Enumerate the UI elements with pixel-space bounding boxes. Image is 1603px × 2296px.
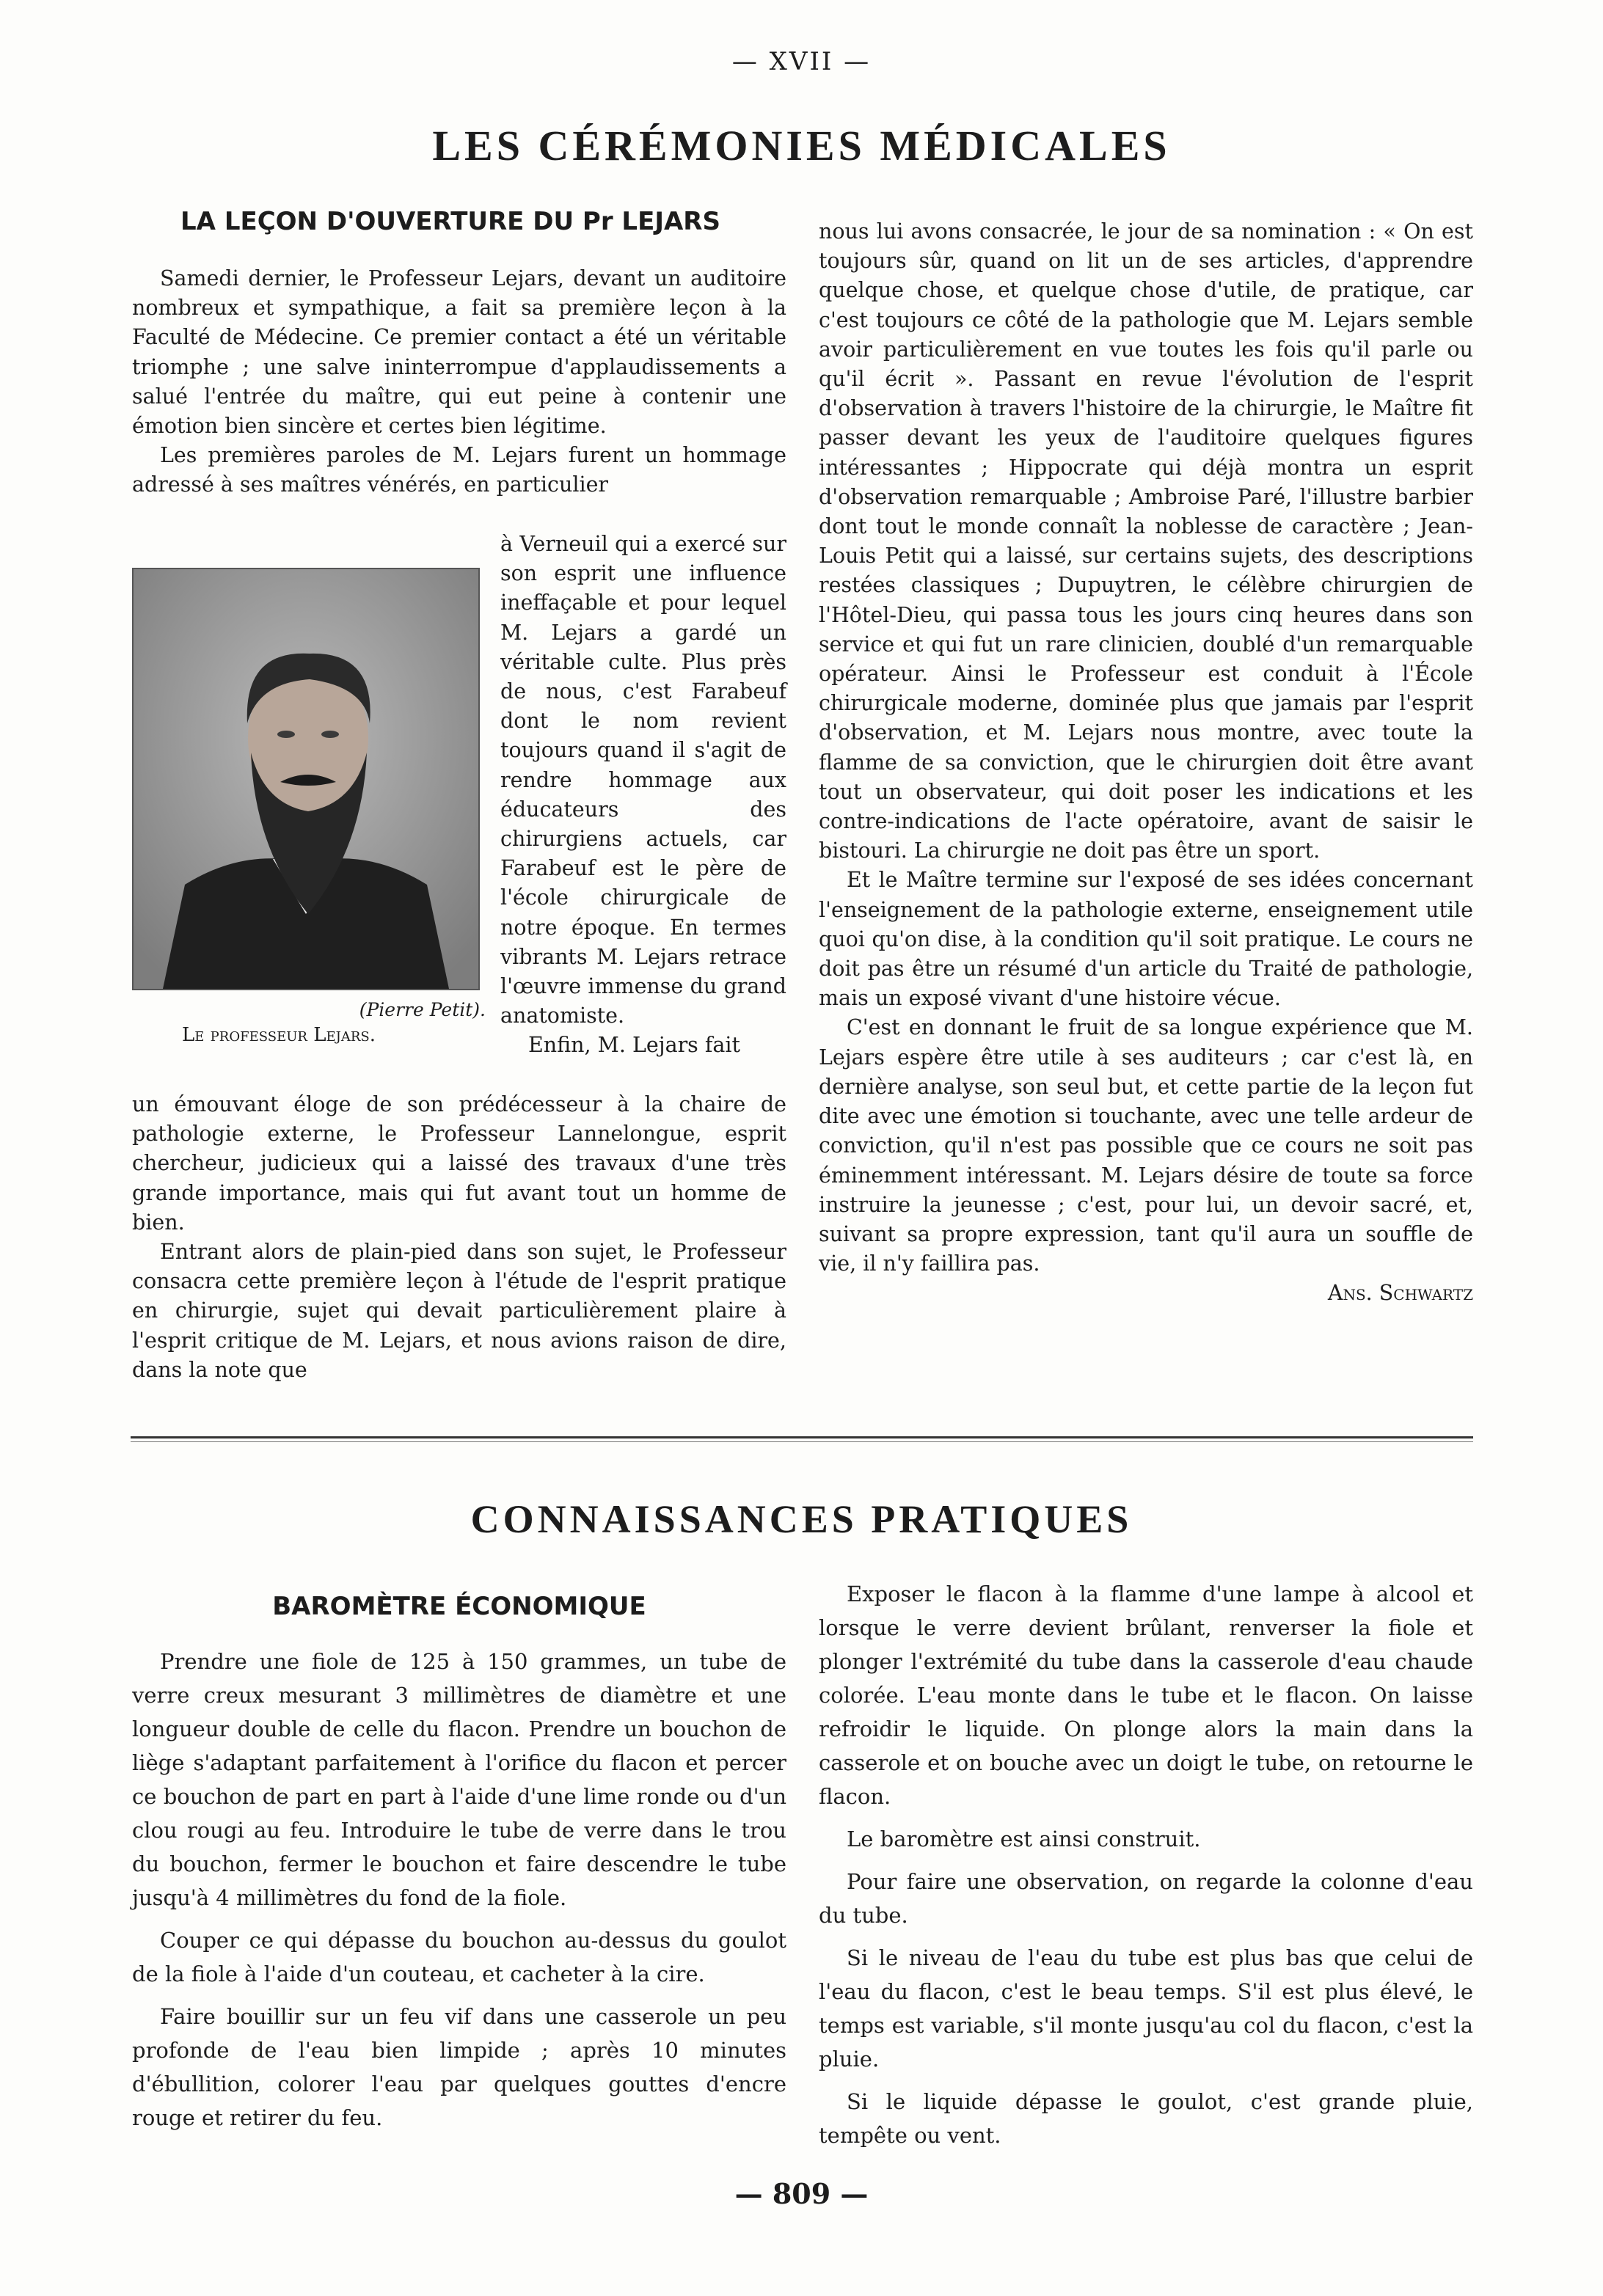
barometre-right-paragraph-4: Si le niveau de l'eau du tube est plus bas que celui de l'eau du flacon, c'est le beau temps. S'il est plus élevé, le temps est variable, s'il monte jusqu'au col du flacon, c'est la pluie.	[819, 1945, 1473, 2072]
section-divider-thin	[131, 1441, 1473, 1442]
photo-credit: (Pierre Petit).	[359, 999, 486, 1020]
article1-col2-paragraph-2: Et le Maître termine sur l'exposé de ses idées concernant l'enseignement de la pathologie externe, enseignement utile quoi qu'on dise, à la condition qu'il soit pratique. Le cours ne doit pas être un résumé d'un article du Traité de pathologie, mais un exposé vivant d'une histoire vécue.	[819, 868, 1473, 1011]
barometre-left-paragraph-3: Faire bouillir sur un feu vif dans une casserole un peu profonde de l'eau bien limpide ; après 10 minutes d'ébullition, colorer l'eau par quelques gouttes d'encre rouge et retirer du feu.	[132, 2004, 786, 2130]
article1-left-bottom	[132, 1090, 786, 1385]
portrait-image	[134, 569, 478, 989]
article1-paragraph-3-rest: un émouvant éloge de son prédécesseur à la chaire de pathologie externe, le Professeur Lannelongue, esprit chercheur, judicieux qui a laissé des travaux d'une très grande importance, mais qui fut avant tout un homme de bien.	[132, 1092, 786, 1235]
article1-paragraph-2-continued: à Verneuil qui a exercé sur son esprit une influence ineffaçable et pour lequel M. Lejars a gardé un véritable culte. Plus près de nous, c'est Farabeuf dont le nom revient toujours quand il s'agit de rendre hommage aux éducateurs des chirurgiens actuels, car Farabeuf est le père de l'école chirurgicale de notre époque. En termes vibrants M. Lejars retrace l'œuvre immense du grand anatomiste.	[500, 532, 786, 1028]
article1-paragraph-3-start: Enfin, M. Lejars fait	[528, 1033, 740, 1058]
photo-caption: Le professeur Lejars.	[182, 1024, 376, 1046]
article1-wrap-column	[500, 530, 786, 1061]
article1-paragraph-1: Samedi dernier, le Professeur Lejars, devant un auditoire nombreux et sympathique, a fait sa première leçon à la Faculté de Médecine. Ce premier contact a été un véritable triomphe ; une salve ininterrompue d'applaudissements a salué l'entrée du maître, qui eut peine à contenir une émotion bien sincère et certes bien légitime.	[132, 266, 786, 439]
page-number: — 809 —	[734, 2177, 869, 2210]
barometre-left-paragraph-2: Couper ce qui dépasse du bouchon au-dessus du goulot de la fiole à l'aide d'un couteau, et cacheter à la cire.	[132, 1928, 786, 1986]
barometre-right-paragraph-5: Si le liquide dépasse le goulot, c'est grande pluie, tempête ou vent.	[819, 2089, 1473, 2148]
barometre-left-column	[132, 1645, 786, 2135]
barometre-right-paragraph-2: Le baromètre est ainsi construit.	[847, 1827, 1201, 1851]
article1-right-column	[819, 217, 1473, 1309]
article-title-lejars: LA LEÇON D'OUVERTURE DU Pr LEJARS	[180, 207, 720, 236]
barometre-right-column	[819, 1577, 1473, 2152]
running-head: — XVII —	[731, 47, 872, 76]
section-title-connaissances: CONNAISSANCES PRATIQUES	[470, 1497, 1133, 1541]
portrait-photo	[132, 568, 480, 990]
barometre-left-paragraph-1: Prendre une fiole de 125 à 150 grammes, un tube de verre creux mesurant 3 millimètres de diamètre et une longueur double de celle du flacon. Prendre un bouchon de liège s'adaptant parfaitement à l'orifice du flacon et percer ce bouchon de part en part à l'aide d'une lime ronde ou d'un clou rougi au feu. Introduire le tube de verre dans le trou du bouchon, fermer le bouchon et faire descendre le tube jusqu'à 4 millimètres du fond de la fiole.	[132, 1649, 786, 1910]
section-divider	[131, 1436, 1473, 1438]
section-title-ceremonies: LES CÉRÉMONIES MÉDICALES	[432, 122, 1171, 169]
barometre-right-paragraph-1: Exposer le flacon à la flamme d'une lampe à alcool et lorsque le verre devient brûlant, renverser la fiole et plonger l'extrémité du tube dans la casserole d'eau chaude colorée. L'eau monte dans le tube et le flacon. On laisse refroidir le liquide. On plonge alors la main dans la casserole et on bouche avec un doigt le tube, on retourne le flacon.	[819, 1582, 1473, 1809]
article1-left-top	[132, 264, 786, 500]
article1-paragraph-2: Les premières paroles de M. Lejars furent un hommage adressé à ses maîtres vénérés, en particulier	[132, 443, 786, 497]
signature: Ans. Schwartz	[1327, 1281, 1473, 1306]
barometre-right-paragraph-3: Pour faire une observation, on regarde la colonne d'eau du tube.	[819, 1869, 1473, 1928]
article-title-barometre: BAROMÈTRE ÉCONOMIQUE	[272, 1592, 646, 1621]
article1-col2-paragraph-3: C'est en donnant le fruit de sa longue expérience que M. Lejars espère être utile à ses auditeurs ; car c'est là, en dernière analyse, son seul but, et cette partie de la leçon fut dite avec une émotion si touchante, avec une telle ardeur de conviction, qu'il n'est pas possible que ce cours ne soit pas éminemment intéressant. M. Lejars désire de toute sa force instruire la jeunesse ; c'est, pour lui, un devoir sacré, et, suivant sa propre expression, tant qu'il aura un souffle de vie, il n'y faillira pas.	[819, 1015, 1473, 1276]
article1-col2-paragraph-1: nous lui avons consacrée, le jour de sa nomination : « On est toujours sûr, quand on lit un de ses articles, d'apprendre quelque chose, et quelque chose d'utile, de pratique, car c'est toujours ce côté de la pathologie que M. Lejars semble avoir particulièrement en vue toutes les fois qu'il parle ou qu'il écrit ». Passant en revue l'évolution de l'esprit d'observation à travers l'histoire de la chirurgie, le Maître fit passer devant les yeux de l'auditoire quelques figures intéressantes ; Hippocrate qui déjà montra un esprit d'observation remarquable ; Ambroise Paré, l'illustre barbier dont tout le monde connaît la noblesse de caractère ; Jean-Louis Petit qui a laissé, sur certains sujets, des descriptions restées classiques ; Dupuytren, le célèbre chirurgien de l'Hôtel-Dieu, qui passa tous les jours cinq heures dans son service et qui fut un rare clinicien, doublé d'un remarquable opérateur. Ainsi le Professeur est conduit à l'École chirurgicale moderne, dominée plus que jamais par l'esprit d'observation, et M. Lejars nous montre, avec toute la flamme de sa conviction, que le chirurgien doit être avant tout un observateur, qui doit poser les indications et les contre-indications de l'acte opératoire, avant de saisir le bistouri. La chirurgie ne doit pas être un sport.	[819, 219, 1473, 863]
article1-paragraph-4: Entrant alors de plain-pied dans son sujet, le Professeur consacra cette première leçon à l'étude de l'esprit pratique en chirurgie, sujet qui devait particulièrement plaire à l'esprit critique de M. Lejars, et nous avions raison de dire, dans la note que	[132, 1240, 786, 1382]
